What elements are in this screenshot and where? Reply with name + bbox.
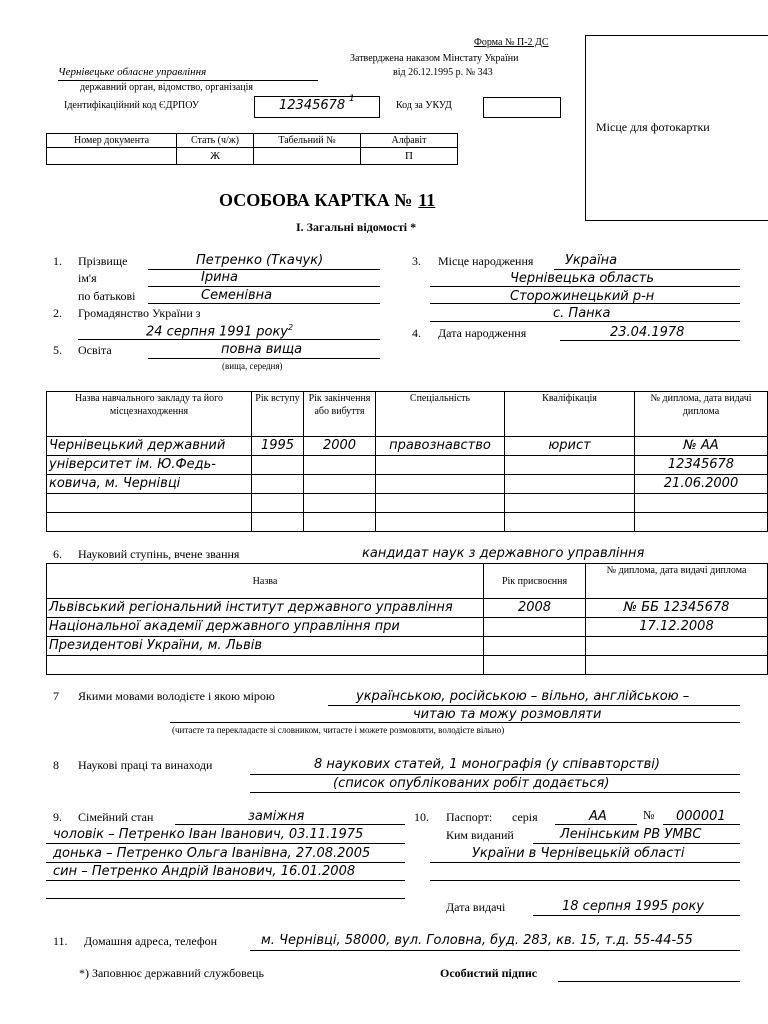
education-caption: (вища, середня) [222, 361, 283, 371]
birthplace-district[interactable]: Сторожинецький р-н [510, 289, 655, 304]
passport-number[interactable]: 000001 [676, 809, 726, 824]
degree-cell[interactable] [586, 656, 768, 675]
table-row [47, 494, 768, 513]
edu-col-name: Назва навчального закладу та його місцезнаходження [47, 392, 252, 437]
edu-cell[interactable] [376, 513, 505, 532]
passport-issued-line-2 [430, 862, 740, 863]
edu-cell[interactable]: правознавство [376, 437, 505, 456]
edu-cell[interactable] [304, 475, 376, 494]
edu-cell[interactable] [505, 494, 635, 513]
degree-col-diploma: № диплома, дата видачі диплома [586, 564, 768, 599]
passport-issued-line-3 [430, 880, 740, 881]
section-title: І. Загальні відомості * [296, 220, 417, 234]
n9: 9. [53, 810, 62, 824]
edu-col-qualification: Кваліфікація [505, 392, 635, 437]
birthplace-region[interactable]: Чернівецька область [510, 271, 655, 286]
photo-placeholder [585, 35, 768, 221]
passport-series[interactable]: АА [589, 809, 607, 824]
birthplace-line-1 [554, 269, 740, 270]
patronymic-line [148, 303, 380, 304]
birthplace-line-4 [430, 321, 740, 322]
edu-cell[interactable] [252, 513, 304, 532]
degree-cell[interactable] [586, 637, 768, 656]
birthdate-line [560, 340, 740, 341]
edu-cell[interactable] [304, 456, 376, 475]
education-table [46, 391, 768, 532]
header-val-alphabet[interactable]: П [361, 148, 458, 165]
edu-cell[interactable] [304, 494, 376, 513]
table-row [47, 437, 768, 456]
table-row [47, 456, 768, 475]
edu-cell[interactable] [252, 475, 304, 494]
works-underline-2 [250, 792, 740, 793]
edu-col-diploma: № диплома, дата видачі диплома [635, 392, 768, 437]
education-line [148, 358, 380, 359]
birthdate-label: Дата народження [438, 326, 527, 340]
passport-number-label: № [643, 808, 655, 822]
edu-cell[interactable]: 1995 [252, 437, 304, 456]
languages-underline-1 [328, 705, 740, 706]
footer-note: *) Заповнює державний службовець [79, 966, 264, 980]
passport-issued-1[interactable]: Ленінським РВ УМВС [560, 827, 702, 842]
degree-cell[interactable] [484, 656, 586, 675]
works-line-2[interactable]: (список опублікованих робіт додається) [333, 776, 610, 791]
page-title [219, 190, 435, 211]
passport-label: Паспорт: [446, 810, 493, 824]
n7: 7 [53, 689, 59, 703]
degree-cell[interactable] [484, 618, 586, 637]
title-prefix: ОСОБОВА КАРТКА № [219, 190, 413, 210]
edu-col-specialty: Спеціальність [376, 392, 505, 437]
languages-line-1[interactable]: українською, російською – вільно, англійською – [356, 689, 690, 704]
org-name-underline [58, 80, 318, 81]
degree-col-year: Рік присвоєння [484, 564, 586, 599]
surname-value[interactable]: Петренко (Ткачук) [196, 253, 324, 268]
family-underline-2 [46, 862, 405, 863]
title-number: 11 [418, 190, 436, 210]
header-val-sex[interactable]: Ж [177, 148, 254, 165]
passport-number-line [663, 824, 740, 825]
edrpou-value: 12345678 [279, 98, 346, 113]
edu-cell[interactable] [505, 475, 635, 494]
edu-col-end: Рік закінчення або вибуття [304, 392, 376, 437]
passport-series-label: серія [512, 810, 538, 824]
header-val-tab[interactable] [254, 148, 361, 165]
edu-cell[interactable] [47, 513, 252, 532]
family-status[interactable]: заміжня [248, 809, 305, 824]
degree-cell[interactable]: № ББ 12345678 [586, 599, 768, 618]
works-label: Наукові праці та винаходи [78, 758, 213, 772]
edu-cell[interactable]: ковича, м. Чернівці [47, 475, 252, 494]
languages-caption: (читаєте та перекладаєте зі словником, читаєте і можете розмовляти, володієте вільно) [172, 725, 505, 735]
birthplace-line-2 [430, 286, 740, 287]
degree-table [46, 563, 768, 675]
n2: 2. [53, 306, 62, 320]
family-line-1[interactable]: чоловік – Петренко Іван Іванович, 03.11.1975 [53, 827, 364, 842]
degree-col-name: Назва [47, 564, 484, 599]
org-caption: державний орган, відомство, організація [80, 82, 254, 93]
edu-cell[interactable] [252, 456, 304, 475]
works-line-1[interactable]: 8 наукових статей, 1 монографія (у співавторстві) [314, 757, 660, 772]
degree-cell[interactable]: Львівський регіональний інститут державного управління [47, 599, 484, 618]
birthplace-label: Місце народження [438, 254, 534, 268]
birthplace-line-3 [430, 303, 740, 304]
passport-issued-2[interactable]: України в Чернівецькій області [472, 846, 685, 861]
header-col-tab: Табельний № [254, 134, 361, 148]
birthdate-value[interactable]: 23.04.1978 [610, 325, 685, 340]
n3: 3. [412, 254, 421, 268]
family-underline-1 [46, 843, 405, 844]
works-underline-1 [250, 774, 740, 775]
passport-series-line [555, 824, 637, 825]
birthplace-country[interactable]: Україна [565, 253, 618, 268]
edu-cell[interactable] [376, 494, 505, 513]
edu-cell[interactable] [376, 475, 505, 494]
edu-cell[interactable]: юрист [505, 437, 635, 456]
address-line [250, 950, 740, 951]
address-label: Домашня адреса, телефон [84, 934, 218, 948]
name-value[interactable]: Ірина [201, 270, 239, 285]
surname-label: Прізвище [78, 254, 128, 268]
signature-line[interactable] [558, 981, 740, 982]
edu-cell[interactable]: університет ім. Ю.Федь- [47, 456, 252, 475]
degree-label: Науковий ступінь, вчене звання [78, 547, 240, 561]
degree-cell[interactable] [484, 637, 586, 656]
edu-cell[interactable] [376, 456, 505, 475]
edu-cell[interactable]: № АА [635, 437, 768, 456]
citizenship-value[interactable] [146, 323, 293, 339]
n1: 1. [53, 254, 62, 268]
degree-cell[interactable] [47, 656, 484, 675]
form-code: Форма № П-2 ДС [474, 37, 549, 48]
header-table [46, 133, 458, 165]
edu-cell[interactable] [505, 513, 635, 532]
edrpou-label: Ідентифікаційний код ЄДРПОУ [64, 100, 199, 111]
languages-line-2[interactable]: читаю та можу розмовляти [413, 707, 602, 722]
family-underline-3 [46, 880, 405, 881]
family-line-2[interactable]: донька – Петренко Ольга Іванівна, 27.08.2005 [53, 846, 371, 861]
header-col-alphabet: Алфавіт [361, 134, 458, 148]
header-col-sex: Стать (ч/ж) [177, 134, 254, 148]
table-row [47, 618, 768, 637]
header-val-document[interactable] [47, 148, 177, 165]
ukud-label: Код за УКУД [396, 100, 452, 111]
degree-cell[interactable]: Президентові України, м. Львів [47, 637, 484, 656]
degree-cell[interactable]: 17.12.2008 [586, 618, 768, 637]
edu-cell[interactable]: 12345678 [635, 456, 768, 475]
degree-cell[interactable]: Національної академії державного управління при [47, 618, 484, 637]
citizenship-date: 24 серпня 1991 року [146, 324, 288, 340]
n4: 4. [412, 326, 421, 340]
edu-cell[interactable]: Чернівецький державний [47, 437, 252, 456]
ukud-box[interactable] [483, 97, 561, 118]
edu-cell[interactable] [47, 494, 252, 513]
citizenship-footnote: 2 [288, 323, 294, 332]
birthplace-village[interactable]: с. Панка [553, 306, 611, 321]
education-value[interactable]: повна вища [221, 342, 303, 357]
family-status-line [175, 824, 405, 825]
passport-date-label: Дата видачі [446, 900, 506, 914]
patronymic-value[interactable]: Семенівна [201, 288, 273, 303]
edu-cell[interactable]: 2000 [304, 437, 376, 456]
edu-cell[interactable] [505, 456, 635, 475]
citizenship-label: Громадянство України з [78, 306, 201, 320]
education-label: Освіта [78, 343, 112, 357]
header-col-document: Номер документа [47, 134, 177, 148]
table-row [47, 513, 768, 532]
approved-line-2: від 26.12.1995 р. № 343 [393, 67, 493, 78]
edu-cell[interactable] [635, 513, 768, 532]
table-row [47, 637, 768, 656]
n5: 5. [53, 343, 62, 357]
passport-date[interactable]: 18 серпня 1995 року [562, 899, 704, 914]
edu-cell[interactable]: 21.06.2000 [635, 475, 768, 494]
table-row [47, 656, 768, 675]
family-line-3[interactable]: син – Петренко Андрій Іванович, 16.01.2008 [53, 864, 356, 879]
edu-cell[interactable] [304, 513, 376, 532]
passport-date-line [533, 915, 740, 916]
table-row [47, 599, 768, 618]
approved-line-1: Затверджена наказом Мінстату України [350, 53, 519, 64]
edu-cell[interactable] [635, 494, 768, 513]
org-name: Чернівецьке обласне управління [58, 66, 207, 78]
citizenship-line [78, 339, 380, 340]
n10: 10. [414, 810, 429, 824]
family-label: Сімейний стан [78, 810, 154, 824]
signature-label: Особистий підпис [440, 966, 538, 980]
edu-col-start: Рік вступу [252, 392, 304, 437]
name-label: ім'я [78, 271, 97, 285]
photo-label: Місце для фотокартки [596, 120, 710, 134]
passport-issued-line-1 [533, 843, 740, 844]
family-underline-4 [46, 898, 405, 899]
passport-issued-label: Ким виданий [446, 828, 514, 842]
surname-line [148, 269, 380, 270]
name-line [148, 286, 380, 287]
degree-value[interactable]: кандидат наук з державного управління [362, 546, 645, 561]
patronymic-label: по батькові [78, 289, 136, 303]
table-row [47, 475, 768, 494]
n11: 11. [53, 934, 68, 948]
edrpou-footnote: 1 [349, 94, 355, 104]
languages-label: Якими мовами володієте і якою мірою [78, 689, 275, 703]
n6: 6. [53, 547, 62, 561]
address-value[interactable]: м. Чернівці, 58000, вул. Головна, буд. 283, кв. 15, т.д. 55-44-55 [261, 933, 693, 948]
degree-cell[interactable]: 2008 [484, 599, 586, 618]
edu-cell[interactable] [252, 494, 304, 513]
languages-underline-2 [170, 722, 740, 723]
n8: 8 [53, 758, 59, 772]
edrpou-box[interactable] [254, 96, 380, 118]
